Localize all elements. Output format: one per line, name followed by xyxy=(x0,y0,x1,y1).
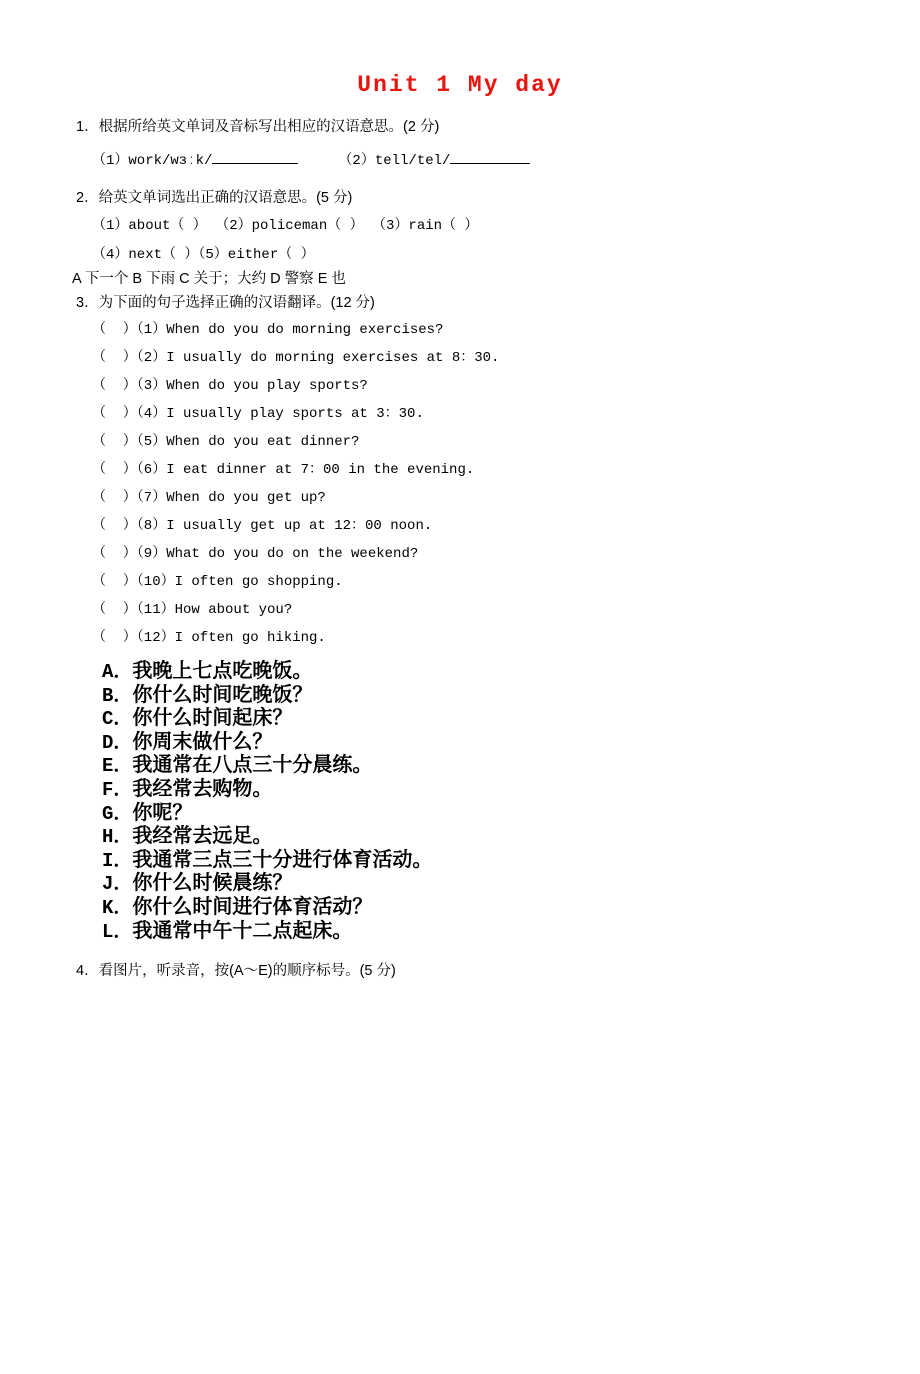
choice-i-text: 我通常三点三十分进行体育活动。 xyxy=(132,848,433,871)
question-3-items xyxy=(62,318,858,646)
worksheet-page xyxy=(0,72,920,1374)
choice-l-text: 我通常中午十二点起床。 xyxy=(132,919,353,942)
q1-item-1-blank[interactable] xyxy=(212,163,298,164)
list-item[interactable]: （ ）（6）I eat dinner at 7：00 in the evening. xyxy=(92,462,475,478)
choice-f-text: 我经常去购物。 xyxy=(132,777,273,800)
list-item[interactable]: （ ）（4）I usually play sports at 3：30. xyxy=(92,406,424,422)
choice-f xyxy=(102,778,858,802)
choice-c-letter: C． xyxy=(102,708,133,731)
choice-h xyxy=(102,825,858,849)
list-item[interactable]: （ ）（5）When do you eat dinner? xyxy=(92,434,360,450)
question-2-options: A 下一个 B 下雨 C 关于；大约 D 警察 E 也 xyxy=(72,271,346,287)
choice-c xyxy=(102,707,858,731)
choice-c-text: 你什么时间起床？ xyxy=(132,707,293,730)
choice-g-text: 你呢？ xyxy=(132,801,193,824)
choice-j-text: 你什么时候晨练？ xyxy=(132,872,293,895)
choice-i-letter: I． xyxy=(102,849,133,872)
choice-j-letter: J． xyxy=(102,873,133,896)
list-item[interactable]: （ ）（7）When do you get up? xyxy=(92,490,326,506)
question-1-items xyxy=(62,149,858,169)
choice-b xyxy=(102,684,858,708)
choice-a xyxy=(102,660,858,684)
choice-l xyxy=(102,920,858,944)
choice-b-letter: B． xyxy=(102,684,133,707)
q1-item-2-blank[interactable] xyxy=(450,163,530,164)
question-4-heading: 4．看图片，听录音，按(A～E)的顺序标号。(5 分) xyxy=(76,963,396,980)
choice-l-letter: L． xyxy=(102,920,133,943)
page-title: Unit 1 My day xyxy=(357,72,563,98)
choice-h-letter: H． xyxy=(102,826,133,849)
choice-d-letter: D． xyxy=(102,731,133,754)
choice-j xyxy=(102,872,858,896)
choice-g xyxy=(102,802,858,826)
choice-k xyxy=(102,896,858,920)
question-2-line-2[interactable]: （4）next（ ）（5）either（ ） xyxy=(92,247,315,263)
choice-a-text: 我晚上七点吃晚饭。 xyxy=(132,660,313,682)
list-item[interactable]: （ ）（12）I often go hiking. xyxy=(92,630,326,646)
choice-h-text: 我经常去远足。 xyxy=(132,825,273,848)
choice-i xyxy=(102,849,858,873)
choice-e-text: 我通常在八点三十分晨练。 xyxy=(132,754,373,777)
question-3-choices xyxy=(62,660,858,943)
list-item[interactable]: （ ）（8）I usually get up at 12：00 noon. xyxy=(92,518,433,534)
choice-d-text: 你周末做什么？ xyxy=(132,730,273,753)
question-2-line-1[interactable]: （1）about（ ） （2）policeman（ ） （3）rain（ ） xyxy=(92,218,479,234)
q1-item-2-label: （2）tell/tel/ xyxy=(338,152,451,169)
question-1-heading: 1．根据所给英文单词及音标写出相应的汉语意思。(2 分) xyxy=(76,119,440,135)
list-item[interactable]: （ ）（9）What do you do on the weekend? xyxy=(92,546,419,562)
choice-g-letter: G． xyxy=(102,802,133,825)
list-item[interactable]: （ ）（10）I often go shopping. xyxy=(92,574,343,590)
list-item[interactable]: （ ）（1）When do you do morning exercises? xyxy=(92,322,444,338)
q1-item-1-label: （1）work/wɜːk/ xyxy=(92,152,213,169)
question-3-heading: 3．为下面的句子选择正确的汉语翻译。(12 分) xyxy=(76,294,375,311)
list-item[interactable]: （ ）（11）How about you? xyxy=(92,602,293,618)
choice-a-letter: A． xyxy=(102,661,133,683)
choice-k-text: 你什么时间进行体育活动？ xyxy=(132,895,373,918)
choice-d xyxy=(102,731,858,755)
question-2-heading: 2．给英文单词选出正确的汉语意思。(5 分) xyxy=(76,189,353,206)
list-item[interactable]: （ ）（3）When do you play sports? xyxy=(92,378,368,394)
choice-e-letter: E． xyxy=(102,755,133,778)
choice-b-text: 你什么时间吃晚饭？ xyxy=(132,683,313,706)
list-item[interactable]: （ ）（2）I usually do morning exercises at 8：30. xyxy=(92,350,500,366)
choice-f-letter: F． xyxy=(102,778,133,801)
choice-k-letter: K． xyxy=(102,896,133,919)
choice-e xyxy=(102,754,858,778)
